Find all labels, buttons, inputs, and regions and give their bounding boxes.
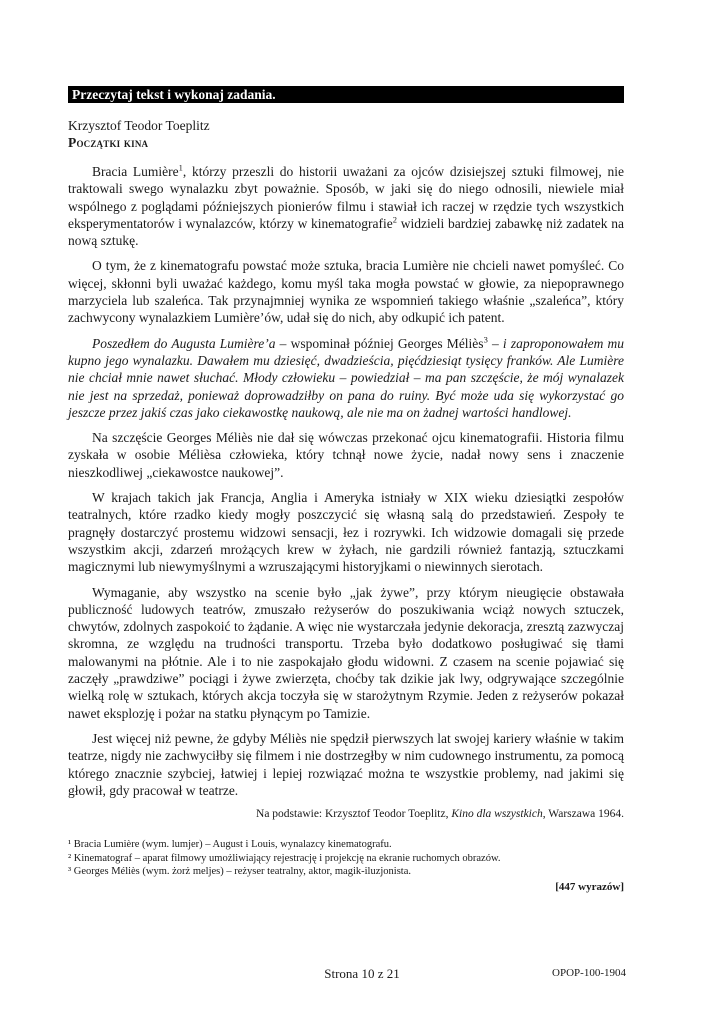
article-body [68,163,624,799]
paragraph [68,429,624,481]
paragraph-text: , którzy przeszli do historii uważani za ojców dzisiejszej sztuki filmowej, nie traktowali swego wynalazku zbyt poważnie. Sposób, w jaki się do niego odnosili, niewiele miał wspólnego z poglądami późniejszych pionierów filmu i stawiał ich raczej w rzędzie tych wszystkich eksperymentatorów i wynalazców, którzy w kinematografie [68,164,624,231]
paragraph [68,730,624,799]
footnote-marker: 2 [392,214,398,225]
paragraph-text: widzieli bardziej zabawkę niż zadatek na nową sztukę. [68,215,624,249]
italic-text: i zaproponowałem mu kupno jego wynalazku. Dawałem mu dziesięć, dwadzieścia, pięćdziesiąt tysięcy franków. Ale Lumière nie chciał mnie nawet słuchać. Młody człowieku – powiedział – ma pan szczęście, że mój wynalazek nie jest na sprzedaż, ponieważ doprowadziłby on pana do ruiny. Być może uda się wykorzystać go jeszcze przez jakiś czas jako ciekawostkę naukową, ale nie ma on żadnej wartości handlowej. [68,335,624,420]
paragraph [68,584,624,722]
paragraph-text: Bracia Lumière [92,164,179,179]
paragraph-text: Jest więcej niż pewne, że gdyby Méliès nie spędził pierwszych lat swojej kariery właśnie w takim teatrze, nigdy nie zachwyciłby się filmem i nie dostrzegłby w nim cudownego instrumentu, za pomocą którego znacznie szybciej, łatwiej i lepiej rozwiązać można te wszystkie problemy, nad jakimi się głowił, gdy pracował w teatrze. [68,730,624,798]
author-name: Krzysztof Teodor Toeplitz [68,118,210,133]
paragraph [68,163,624,249]
footnote-3: ³ Georges Méliès (wym. żorż meljes) – reżyser teatralny, aktor, magik-iluzjonista. [68,866,411,878]
paragraph [68,335,624,421]
paragraph [68,489,624,575]
footnote-1: ¹ Bracia Lumière (wym. lumjer) – August i Louis, wynalazcy kinematografu. [68,839,392,851]
paragraph-text: O tym, że z kinematografu powstać może sztuka, bracia Lumière nie chcieli nawet pomyśleć. Co więcej, skłonni byli uważać każdego, komu myśl taka mogła powstać w głowie, za niepoprawnego marzyciela lub szaleńca. Tak przynajmniej wynika ze wspomnień takiego właśnie „szaleńca”, który zachwycony wynalazkiem Lumière’ów, udał się do nich, aby odkupić ich patent. [68,258,624,326]
footnote-marker: 3 [483,334,488,345]
page-footer [0,966,724,984]
source-book-title: Kino dla wszystkich [451,808,543,821]
word-count: [447 wyrazów] [555,880,624,893]
source-citation [68,807,624,822]
exam-page [68,86,624,893]
italic-text: Poszedłem do Augusta Lumière’a [92,335,276,351]
text-title: Początki kina [68,135,149,150]
paragraph-text: – [487,335,503,351]
footnote-marker: 1 [178,162,183,173]
page-number: Strona 10 z 21 [324,966,400,981]
instruction-bar: Przeczytaj tekst i wykonaj zadania. [68,86,624,103]
source-prefix: Na podstawie: Krzysztof Teodor Toeplitz, [256,808,452,821]
paragraph [68,257,624,326]
paragraph-text: Na szczęście Georges Méliès nie dał się wówczas przekonać ojcu kinematografii. Historia filmu zyskała w osobie Mélièsa człowieka, który tchnął nowe życie, nadał nowy sens i znaczenie nieszkodliwej „ciekawostce naukowej”. [68,430,624,480]
paragraph-text: Wymaganie, aby wszystko na scenie było „jak żywe”, przy którym nieugięcie obstawała publiczność ludowych teatrów, zmuszało reżyserów do poszukiwania wciąż nowych sztuczek, chwytów, zdolnych zaspokoić to żądanie. A więc nie wystarczała jedynie dekoracja, zresztą zazwyczaj skromna, ze względu na trudności transportu. Trzeba było dodatkowo posługiwać się tłami malowanymi na płótnie. Ale i to nie zaspokajało głodu widowni. Z czasem na scenie pojawiać się zaczęły „prawdziwe” pociągi i żywe zwierzęta, choćby tak dzikie jak lwy, odgrywające szczególnie wielką rolę w sztukach, których akcja toczyła się w starożytnym Rzymie. Jeden z reżyserów pokazał nawet eksplozję i pożar na statku płynącym po Tamizie. [68,584,624,721]
paragraph-text: – wspominał później Georges Méliès [275,335,484,351]
paragraph-text: W krajach takich jak Francja, Anglia i Ameryka istniały w XIX wieku dziesiątki zespołów teatralnych, które rzadko kiedy mogły poszczycić się własną salą do przedstawień. Zespoły te pragnęły dostarczyć prostemu widzowi sensacji, łez i rozrywki. Ich widzowie domagali się przede wszystkim akcji, zdarzeń mrożących krew w żyłach, nie gardzili również fantazją, sztuczkami magicznymi lub niewymyślnymi a wzruszającymi historyjkami o niewinnych sierotach. [68,490,624,575]
footnote-2: ² Kinematograf – aparat filmowy umożliwiający rejestrację i projekcję na ekranie ruchomych obrazów. [68,852,501,864]
source-suffix: , Warszawa 1964. [542,808,624,821]
document-code: OPOP-100-1904 [552,967,626,979]
footnotes [68,838,624,879]
